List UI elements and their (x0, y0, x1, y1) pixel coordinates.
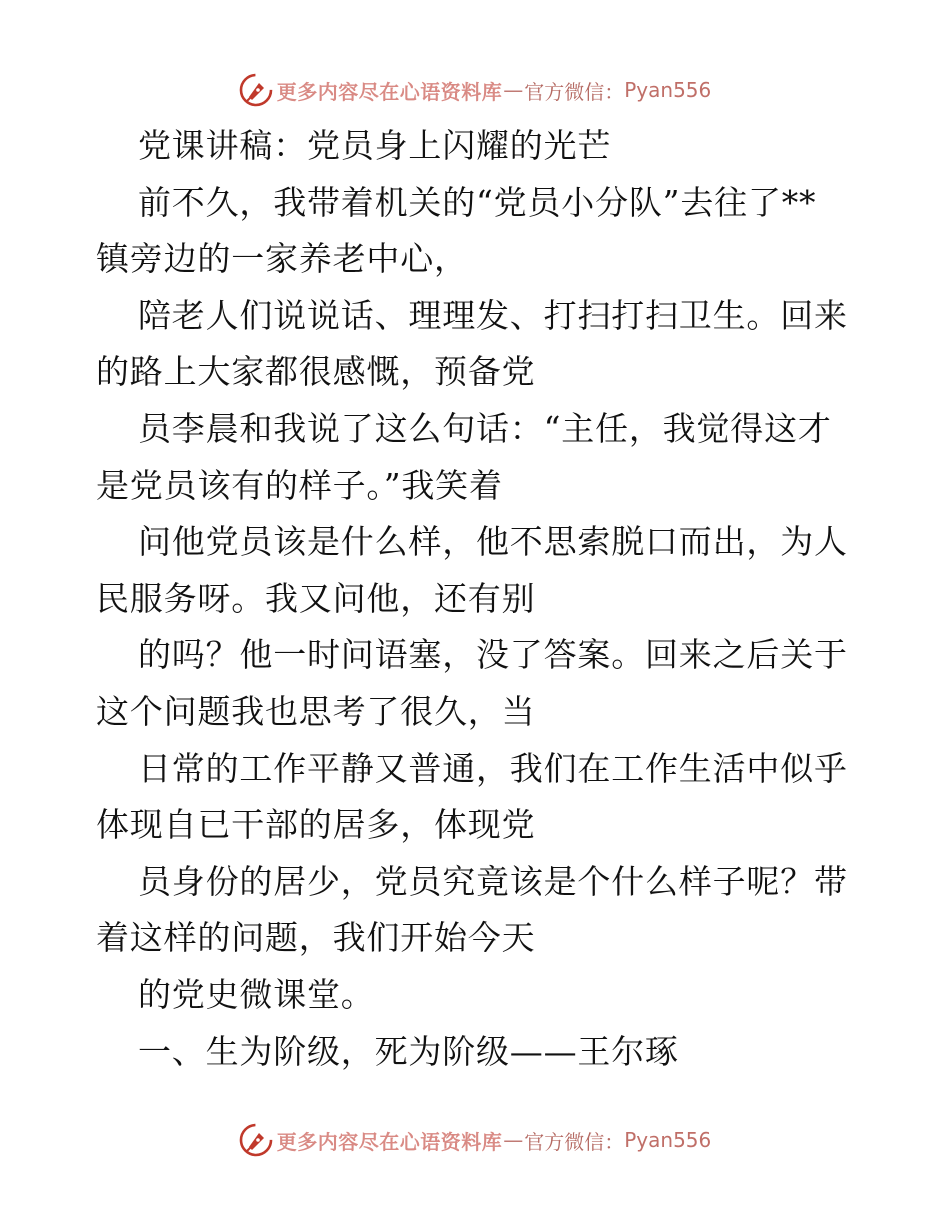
paragraph-line: 民服务呀。我又问他，还有别 (96, 578, 536, 618)
paragraph-line: 的路上大家都很感慨，预备党 (96, 352, 536, 392)
document-title: 党课讲稿：党员身上闪耀的光芒 (138, 126, 612, 165)
watermark-site-text: 更多内容尽在心语资料库 (276, 79, 503, 104)
paragraph-line: 着这样的问题，我们开始今天 (96, 918, 536, 958)
watermark-site-text: 更多内容尽在心语资料库 (276, 1129, 503, 1154)
pen-nib-logo-icon (239, 1123, 273, 1157)
paragraph-line: 陪老人们说说话、理理发、打扫打扫卫生。回来 (138, 295, 848, 335)
watermark-wechat-id: Pyan556 (624, 78, 712, 102)
paragraph-line: 的党史微课堂。 (138, 974, 375, 1014)
paragraph-line: 日常的工作平静又普通，我们在工作生活中似乎 (138, 748, 848, 788)
watermark-wechat-id: Pyan556 (624, 1128, 712, 1152)
document-body (96, 118, 852, 1080)
header-watermark (0, 68, 950, 112)
paragraph-line: 体现自已干部的居多，体现党 (96, 805, 536, 845)
watermark-dash: — (503, 78, 524, 102)
paragraph-line: 镇旁边的一家养老中心， (96, 239, 468, 279)
paragraph-line: 前不久，我带着机关的“党员小分队”去往了** (138, 182, 817, 222)
pen-nib-logo-icon (239, 73, 273, 107)
paragraph-line: 这个问题我也思考了很久，当 (96, 691, 536, 731)
paragraph-line: 问他党员该是什么样，他不思索脱口而出，为人 (138, 522, 848, 562)
watermark-dash: — (503, 1128, 524, 1152)
footer-watermark (0, 1118, 950, 1162)
paragraph-line: 是党员该有的样子。”我笑着 (96, 465, 503, 505)
paragraph-line: 的吗？他一时问语塞，没了答案。回来之后关于 (138, 635, 848, 675)
watermark-wechat-label: 官方微信： (524, 1129, 625, 1154)
watermark-wechat-label: 官方微信： (524, 79, 625, 104)
section-heading: 一、生为阶级，死为阶级——王尔琢 (138, 1031, 679, 1071)
paragraph-line: 员身份的居少，党员究竟该是个什么样子呢？带 (138, 861, 848, 901)
paragraph-line: 员李晨和我说了这么句话：“主任，我觉得这才 (138, 408, 832, 448)
